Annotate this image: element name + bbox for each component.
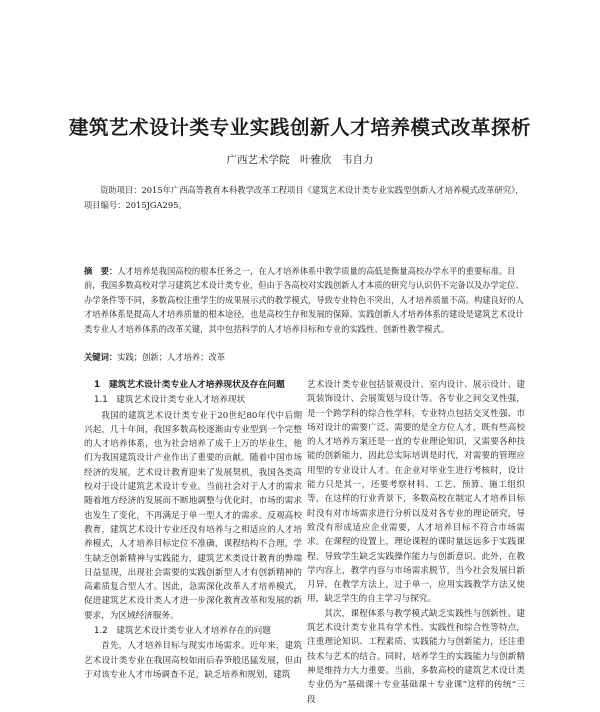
abstract	[84, 264, 530, 336]
body-paragraph: 艺术设计类专业包括景观设计、室内设计、展示设计、建筑装饰设计、会展策划与设计等。各专业之间交叉性强，是一个跨学科的综合性学科，专业特点包括交叉性强、市场对设计的需要广泛、需要的是全方位人才，既有些高校的人才培养方案还是一直的专业理论知识，又需要各种技能的创新能力，因此总实际培训是时代，对需要的管理应用型的专业设计人才。在企业对毕业生进行考核时，设计能力只是其一，还要考察材料、工艺、预算、施工组织等，在这样的行业背景下，多数高校在制定人才培养目标时没有对市场需求进行分析以及对各专业的理论研究，导致没有形成适应企业需要，人才培养目标不符合市场需求。在课程的设置上，理论课程的课时量远远多于实践课程，导致学生缺乏实践操作能力与创新意识。此外，在教学内容上，教学内容与市场需求脱节，当今社会发展日新月异，在教学方法上，过于单一，应用实践教学方法又使用，缺乏学生的自主学习与探究。	[307, 380, 525, 605]
body-column-left	[84, 378, 302, 682]
body-paragraph: 首先，人才培养目标与现实市场需求。近年来，建筑艺术设计类专业在我国高校如雨后春笋般迅猛发展，但由于对该专业人才市场调查不足，缺乏培养和规划，建筑	[84, 641, 302, 680]
keywords-text: 实践；创新；人才培养；改革	[117, 352, 226, 362]
body-paragraph: 其次，课程体系与教学模式缺乏实践性与创新性。建筑艺术设计类专业具有学术性、实践性和综合性等特点，注重理论知识、工程素质、实践能力与创新能力，还注重技术与艺术的结合。同时，培养学生的实践能力与创新精神是维持力大力重要。当前，多数高校的建筑艺术设计类专业仍为“基础课＋专业基础课＋专业课”这样的传统“三段	[307, 608, 525, 705]
funding-note: 资助项目：2015年广西高等教育本科教学改革工程项目《建筑艺术设计类专业实践型创新人才培养模式改革研究》，项目编号：2015JGA295。	[84, 185, 524, 210]
paper-title: 建筑艺术设计类专业实践创新人才培养模式改革探析	[68, 116, 532, 139]
section-1-2-heading: 1.2 建筑艺术设计类专业人才培养存在的问题	[94, 626, 271, 637]
body-column-right	[307, 378, 525, 707]
keywords-label: 关键词：	[84, 352, 118, 362]
keywords	[84, 350, 530, 364]
paper-authors: 广西艺术学院 叶雅欣 韦自力	[226, 154, 374, 166]
section-1-heading: 1 建筑艺术设计类专业人才培养现状及存在问题	[94, 380, 285, 390]
section-1-1-heading: 1.1 建筑艺术设计类专业人才培养现状	[94, 395, 246, 406]
abstract-text: 人才培养是我国高校的根本任务之一，在人才培养体系中教学质量的高低是衡量高校办学水平的重要标准。目前，我国多数高校对学习建筑艺术设计类专业，但由于各高校对实践创新人才本质的研究与认识仍不完备以及办学定位、办学条件等不同，多数高校注重学生的成果展示式的教学模式，导致专业特色不突出，人才培养质量不高。构建良好的人才培养体系是提高人才培养质量的根本途径，也是高校生存和发展的保障。实践创新人才培养体系的建设是建筑艺术设计类专业人才培养体系的改革关键，其中包括科学的人才培养目标和专业的实践性、创新性教学模式。	[84, 266, 524, 334]
abstract-label: 摘 要：	[84, 266, 118, 276]
body-paragraph: 我国的建筑艺术设计类专业于20世纪80年代中后期兴起，几十年间，我国多数高校逐渐由专业型到一个完整的人才培养体系，也为社会培养了成千上万的毕业生，他们为我国建筑设计产业作出了重要的贡献。随着中国市场经济的发展，艺术设计教育迎来了发展契机，我国各类高校对于设计建筑艺术设计专业。当前社会对于人才的需求随着地方经济的发展而不断地调整与优化时，市场的需求也发生了变化，不再满足于单一型人才的需求。反观高校教育，建筑艺术设计专业还没有培养与之相适应的人才培养模式，人才培养目标定位不准确，课程结构不合理，学生缺乏创新精神与实践能力，建筑艺术类设计教育的弊端日益显现，出现社会需要的实践创新型人才有创新精神的高素质复合型人才。因此，急需深化改革人才培养模式，促进建筑艺术设计类人才进一步深化教育改革和发展的新要求，为区域经济服务。	[84, 410, 302, 621]
